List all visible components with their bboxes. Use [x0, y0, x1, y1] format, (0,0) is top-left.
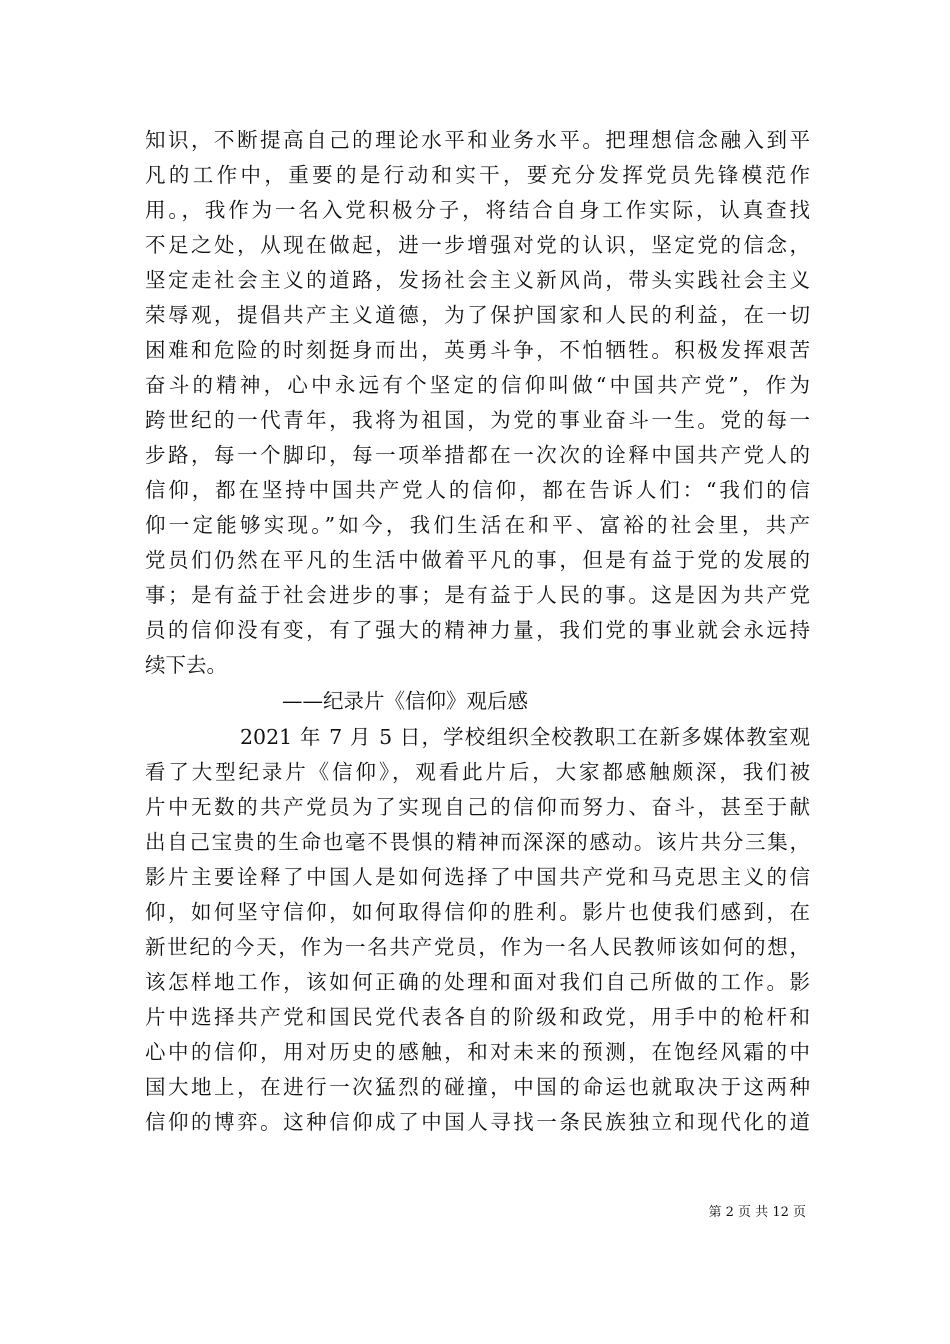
- text-line: 信仰，都在坚持中国共产党人的信仰，都在告诉人们：“我们的信: [145, 478, 810, 502]
- text-line: 片中无数的共产党员为了实现自己的信仰而努力、奋斗，甚至于献: [145, 795, 810, 819]
- text-line: 片中选择共产党和国民党代表各自的阶级和政党，用手中的枪杆和: [145, 1005, 810, 1029]
- text-line: 荣辱观，提倡共产主义道德，为了保护国家和人民的利益，在一切: [145, 303, 810, 327]
- text-line: 用。，我作为一名入党积极分子，将结合自身工作实际，认真查找: [145, 198, 810, 222]
- text-line: 党员们仍然在平凡的生活中做着平凡的事，但是有益于党的发展的: [145, 548, 810, 572]
- text-line: 2021 年 7 月 5 日，学校组织全校教职工在新多媒体教室观: [240, 725, 810, 749]
- text-line: 影片主要诠释了中国人是如何选择了中国共产党和马克思主义的信: [145, 865, 810, 889]
- text-line: 步路，每一个脚印，每一项举措都在一次次的诠释中国共产党人的: [145, 443, 810, 467]
- text-line: 仰，如何坚守信仰，如何取得信仰的胜利。影片也使我们感到，在: [145, 900, 810, 924]
- text-line: 事；是有益于社会进步的事；是有益于人民的事。这是因为共产党: [145, 583, 810, 607]
- section-title: ——纪录片《信仰》观后感: [282, 689, 528, 713]
- text-line: 新世纪的今天，作为一名共产党员，作为一名人民教师该如何的想，: [145, 935, 810, 959]
- text-line: 员的信仰没有变，有了强大的精神力量，我们党的事业就会永远持: [145, 618, 810, 642]
- text-line: 该怎样地工作，该如何正确的处理和面对我们自己所做的工作。影: [145, 970, 810, 994]
- text-line: 国大地上，在进行一次猛烈的碰撞，中国的命运也就取决于这两种: [145, 1075, 810, 1099]
- text-line: 跨世纪的一代青年，我将为祖国，为党的事业奋斗一生。党的每一: [145, 408, 810, 432]
- text-line: 仰一定能够实现。”如今，我们生活在和平、富裕的社会里，共产: [145, 513, 810, 537]
- text-line: 坚定走社会主义的道路，发扬社会主义新风尚，带头实践社会主义: [145, 268, 810, 292]
- text-line: 看了大型纪录片《信仰》，观看此片后，大家都感触颇深，我们被: [145, 760, 810, 784]
- text-line: 奋斗的精神，心中永远有个坚定的信仰叫做“中国共产党”，作为: [145, 373, 810, 397]
- text-line: 凡的工作中，重要的是行动和实干，要充分发挥党员先锋模范作: [145, 163, 810, 187]
- text-line: 信仰的博弈。这种信仰成了中国人寻找一条民族独立和现代化的道: [145, 1110, 810, 1134]
- text-line: 不足之处，从现在做起，进一步增强对党的认识，坚定党的信念，: [145, 233, 810, 257]
- text-line: 困难和危险的时刻挺身而出，英勇斗争，不怕牺牲。积极发挥艰苦: [145, 338, 810, 362]
- text-line: 续下去。: [145, 653, 227, 677]
- text-line: 知识，不断提高自己的理论水平和业务水平。把理想信念融入到平: [145, 128, 810, 152]
- page-number: 第 2 页 共 12 页: [708, 1205, 806, 1220]
- text-line: 出自己宝贵的生命也毫不畏惧的精神而深深的感动。该片共分三集，: [145, 830, 810, 854]
- text-line: 心中的信仰，用对历史的感触，和对未来的预测，在饱经风霜的中: [145, 1040, 810, 1064]
